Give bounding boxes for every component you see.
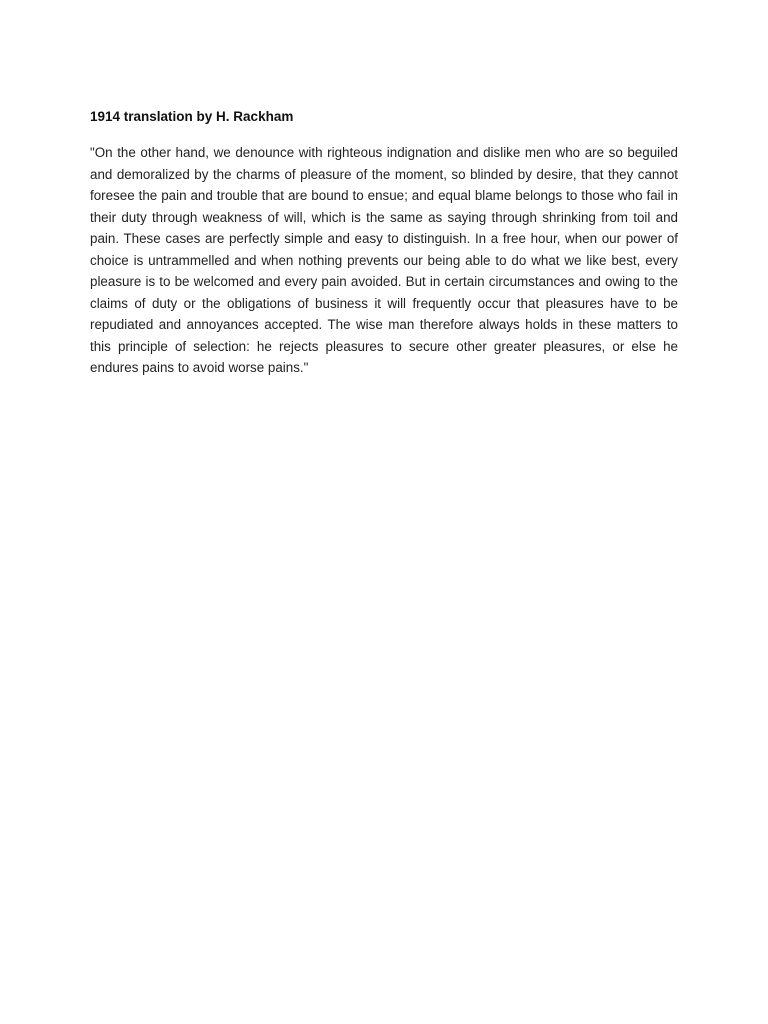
body-paragraph: "On the other hand, we denounce with righteous indignation and dislike men who are so beguiled and demoralized by the charms of pleasure of the moment, so blinded by desire, that they cannot foresee the pain and trouble that are bound to ensue; and equal blame belongs to those who fail in their duty through weakness of will, which is the same as saying through shrinking from toil and pain. These cases are perfectly simple and easy to distinguish. In a free hour, when our power of choice is untrammelled and when nothing prevents our being able to do what we like best, every pleasure is to be welcomed and every pain avoided. But in certain circumstances and owing to the claims of duty or the obligations of business it will frequently occur that pleasures have to be repudiated and annoyances accepted. The wise man therefore always holds in these matters to this principle of selection: he rejects pleasures to secure other greater pleasures, or else he endures pains to avoid worse pains." xyxy=(90,145,678,375)
document-content xyxy=(90,108,678,379)
section-heading: 1914 translation by H. Rackham xyxy=(90,109,294,124)
